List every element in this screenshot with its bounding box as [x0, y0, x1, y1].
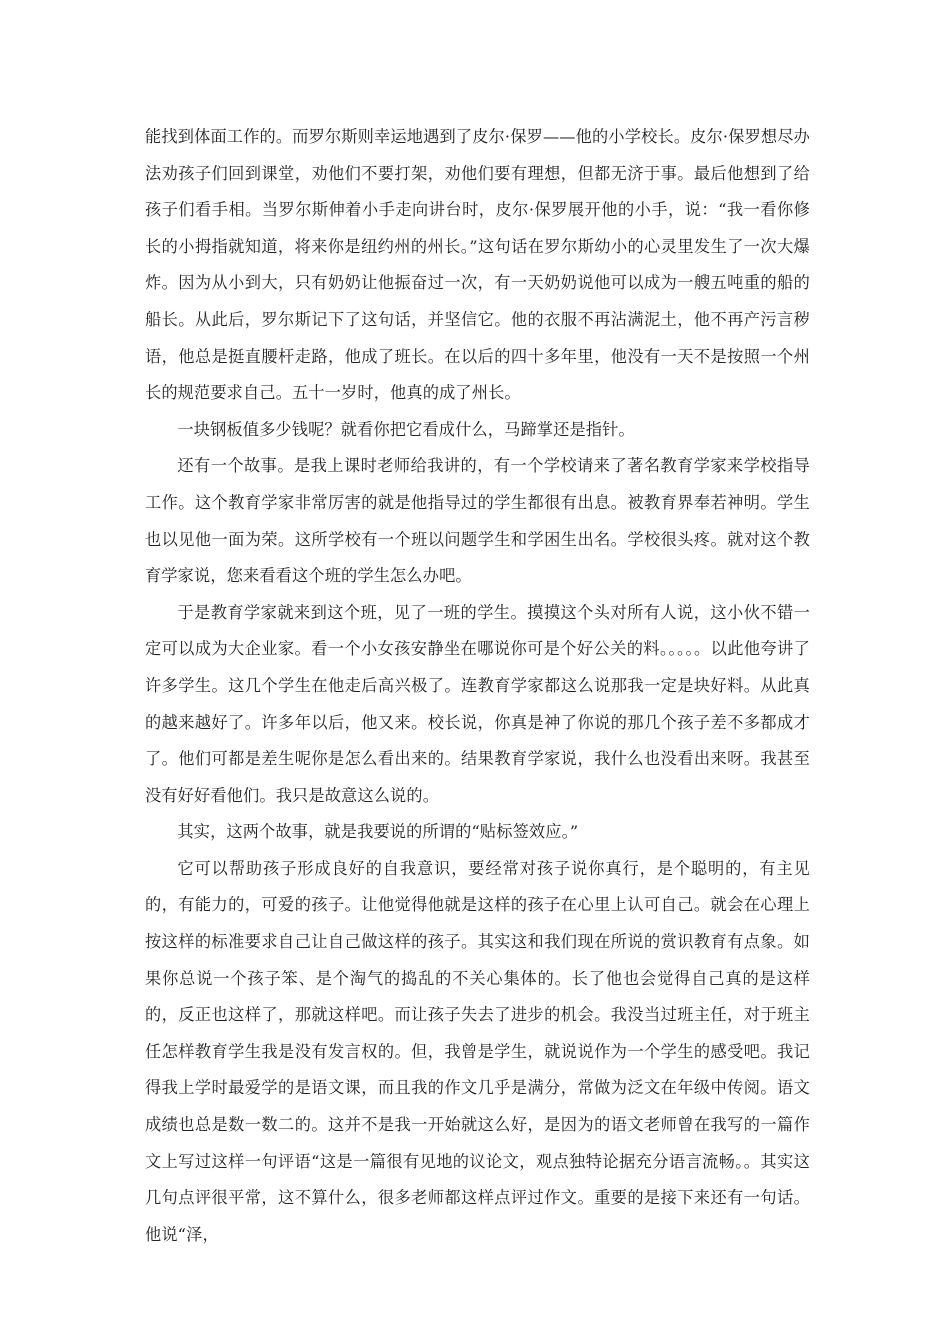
paragraph: 于是教育学家就来到这个班，见了一班的学生。摸摸这个头对所有人说，这小伙不错一定可以成为大企业家。看一个小女孩安静坐在哪说你可是个好公关的料。。。。。以此他夸讲了许多学生。这几个学生在他走后高兴极了。连教育学家都这么说那我一定是块好料。从此真的越来越好了。许多年以后，他又来。校长说，你真是神了你说的那几个孩子差不多都成才了。他们可都是差生呢你是怎么看出来的。结果教育学家说，我什么也没看出来呀。我甚至没有好好看他们。我只是故意这么说的。	[145, 602, 810, 805]
article-body	[145, 119, 810, 1253]
paragraph: 能找到体面工作的。而罗尔斯则幸运地遇到了皮尔·保罗——他的小学校长。皮尔·保罗想尽办法劝孩子们回到课堂，劝他们不要打架，劝他们要有理想，但都无济于事。最后他想到了给孩子们看手相。当罗尔斯伸着小手走向讲台时，皮尔·保罗展开他的小手，说：“我一看你修长的小拇指就知道，将来你是纽约州的州长。”这句话在罗尔斯幼小的心灵里发生了一次大爆炸。因为从小到大，只有奶奶让他振奋过一次，有一天奶奶说他可以成为一艘五吨重的船的船长。从此后，罗尔斯记下了这句话，并坚信它。他的衣服不再沾满泥土，他不再产污言秽语，他总是挺直腰杆走路，他成了班长。在以后的四十多年里，他没有一天不是按照一个州长的规范要求自己。五十一岁时，他真的成了州长。	[145, 127, 810, 403]
paragraph: 一块钢板值多少钱呢？就看你把它看成什么，马蹄掌还是指针。	[177, 419, 635, 439]
paragraph: 它可以帮助孩子形成良好的自我意识，要经常对孩子说你真行，是个聪明的，有主见的，有能力的，可爱的孩子。让他觉得他就是这样的孩子在心里上认可自己。就会在心理上按这样的标准要求自己让自己做这样的孩子。其实这和我们现在所说的赏识教育有点象。如果你总说一个孩子笨、是个淘气的捣乱的不关心集体的。长了他也会觉得自己真的是这样的，反正也这样了，那就这样吧。而让孩子失去了进步的机会。我没当过班主任，对于班主任怎样教育学生我是没有发言权的。但，我曾是学生，就说说作为一个学生的感受吧。我记得我上学时最爱学的是语文课，而且我的作文几乎是满分，常做为泛文在年级中传阅。语文成绩也总是数一数二的。这并不是我一开始就这么好，是因为的语文老师曾在我写的一篇作文上写过这样一句评语“这是一篇很有见地的议论文，观点独特论据充分语言流畅。。其实这几句点评很平常，这不算什么，很多老师都这样点评过作文。重要的是接下来还有一句话。他说“泽，	[145, 858, 810, 1244]
paragraph: 还有一个故事。是我上课时老师给我讲的，有一个学校请来了著名教育学家来学校指导工作。这个教育学家非常厉害的就是他指导过的学生都很有出息。被教育界奉若神明。学生也以见他一面为荣。这所学校有一个班以问题学生和学困生出名。学校很头疼。就对这个教育学家说，您来看看这个班的学生怎么办吧。	[145, 456, 810, 586]
paragraph: 其实，这两个故事，就是我要说的所谓的“贴标签效应。”	[177, 822, 579, 842]
